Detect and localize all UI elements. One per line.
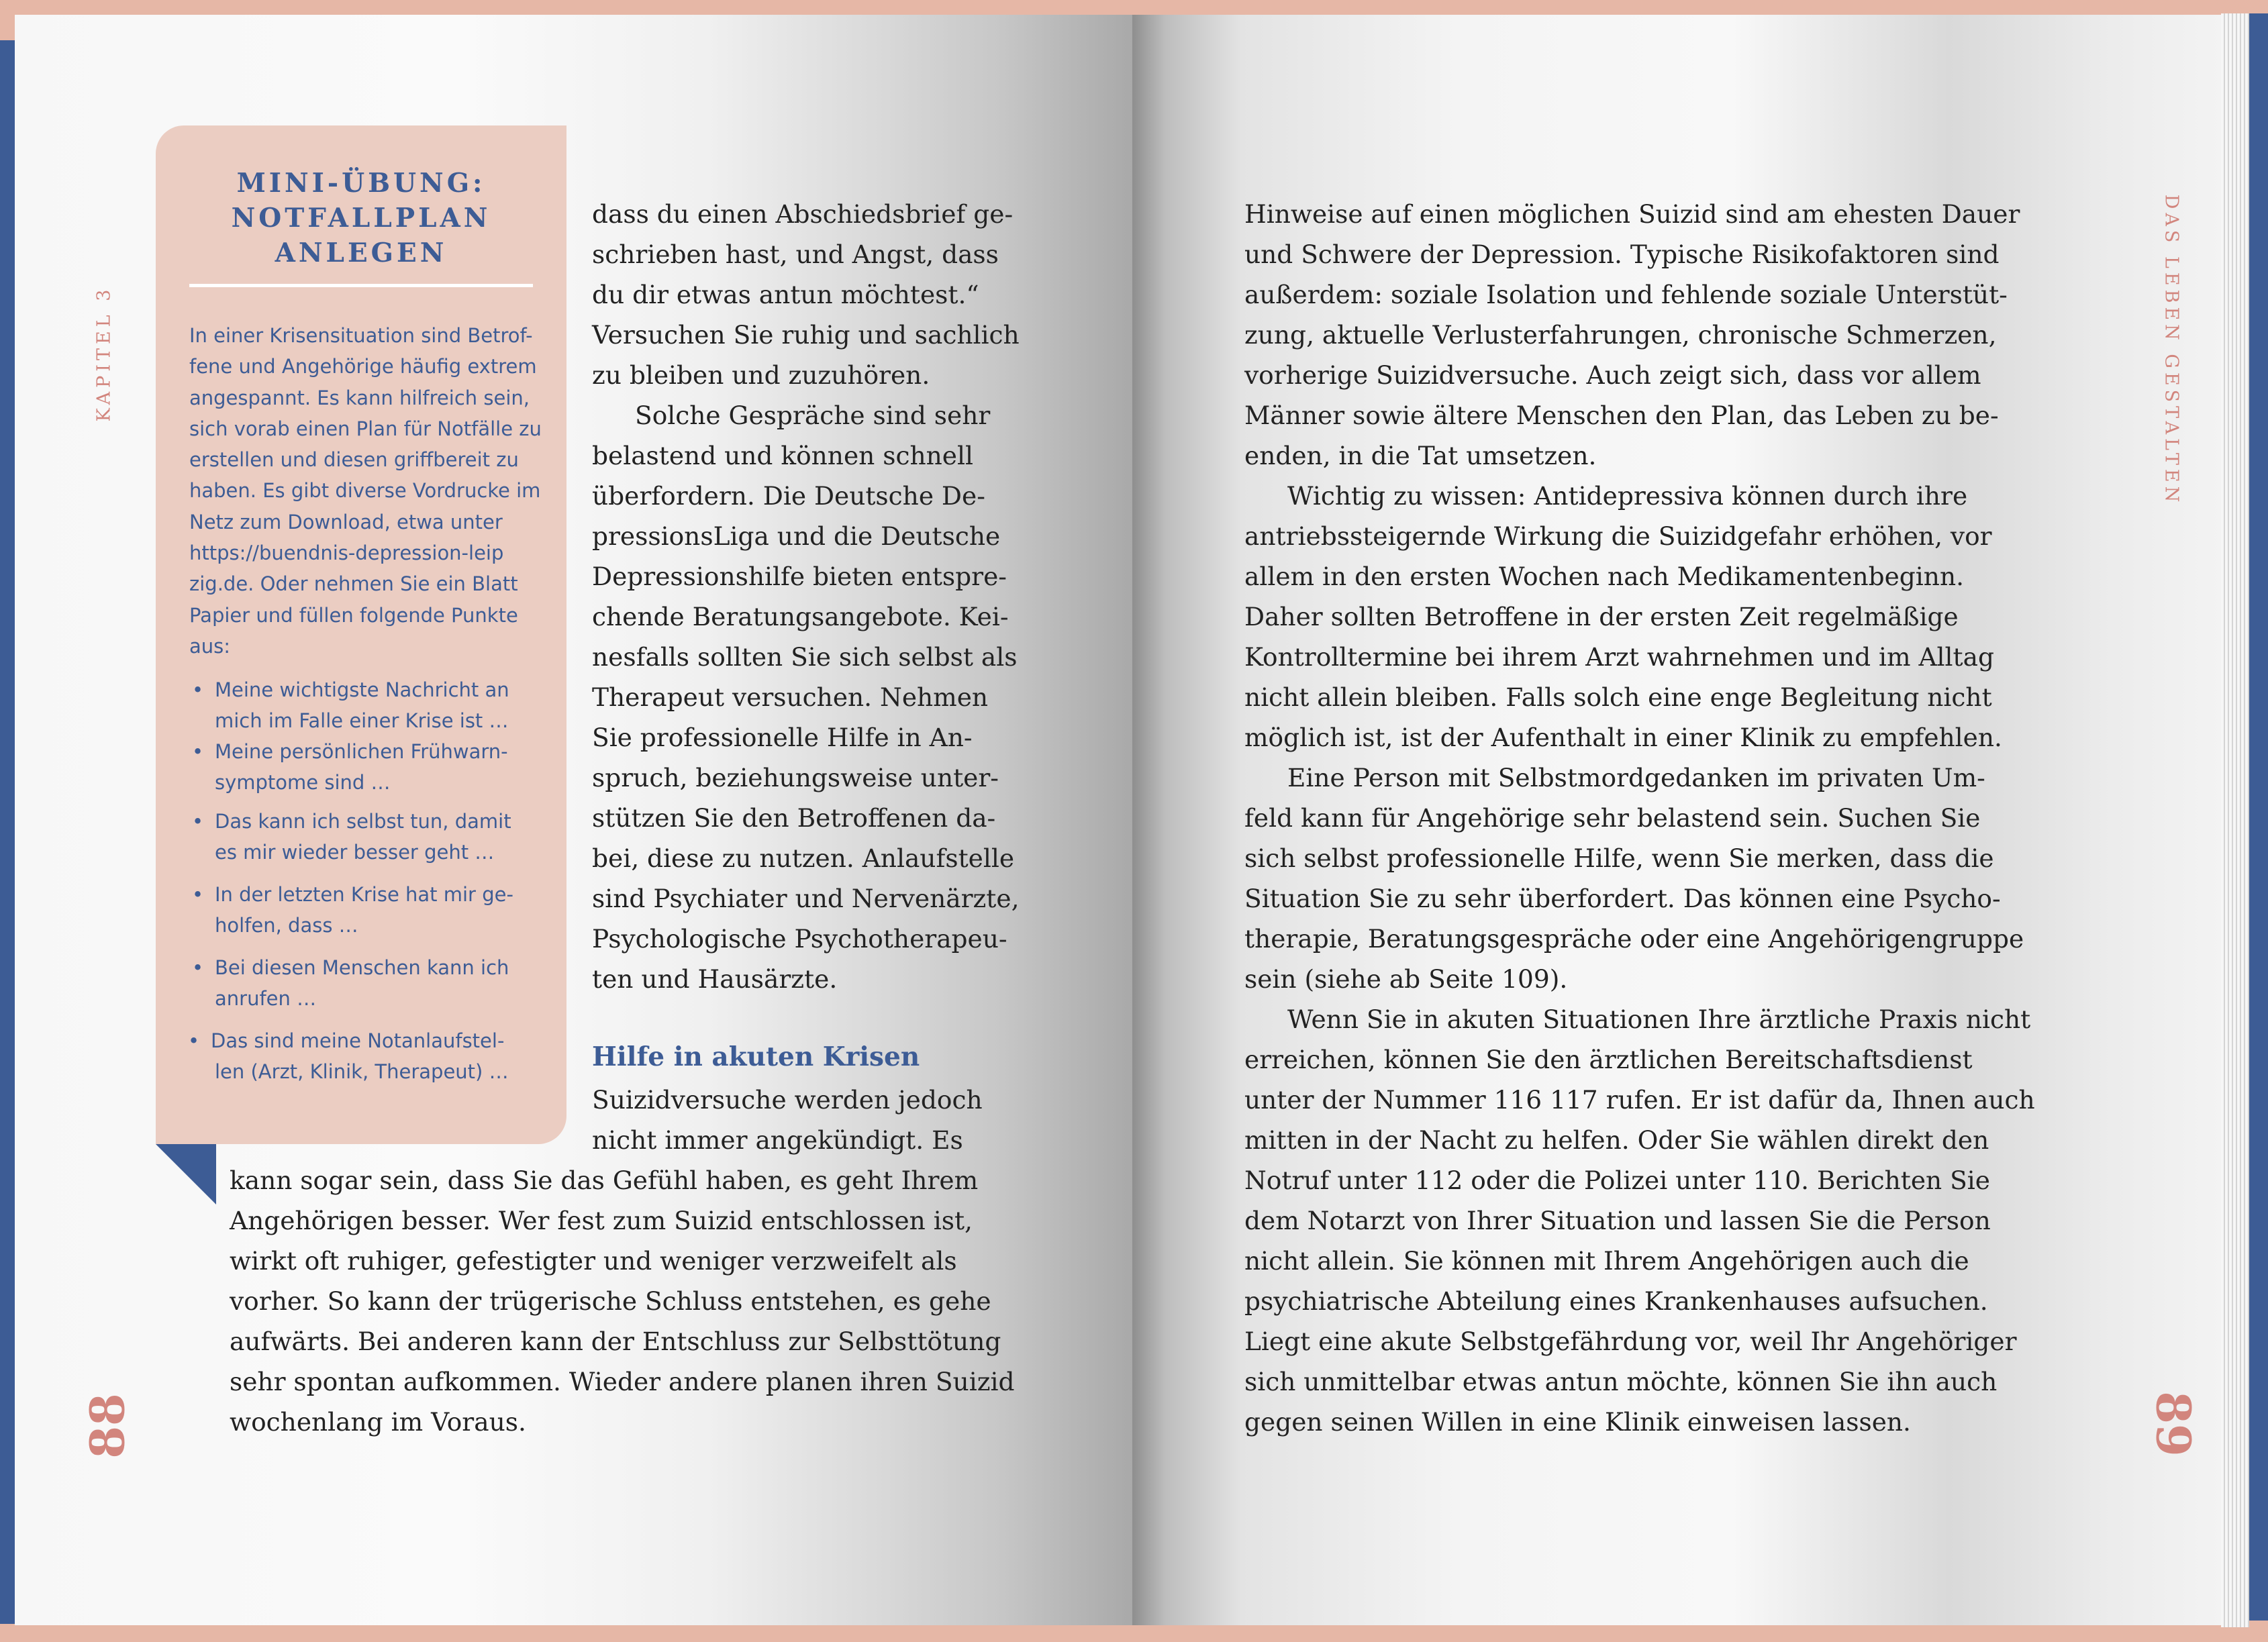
list-item-line: Das kann ich selbst tun, damit: [215, 810, 511, 833]
text-line: Daher sollten Betroffene in der ersten Zeit regelmäßige: [1244, 602, 1959, 631]
list-item: [189, 952, 509, 1014]
text-line: therapie, Beratungsgespräche oder eine Angehörigengruppe: [1244, 924, 2024, 954]
text-line: belastend und können schnell: [592, 441, 973, 470]
text-line: bei, diese zu nutzen. Anlaufstelle: [592, 843, 1015, 873]
text-line: Wichtig zu wissen: Antidepressiva können durch ihre: [1287, 481, 1968, 511]
crisis-section-text: [592, 1080, 983, 1160]
text-line: schrieben hast, und Angst, dass: [592, 240, 999, 269]
text-line: mitten in der Nacht zu helfen. Oder Sie wählen direkt den: [1244, 1125, 1989, 1155]
right-column-text: [1244, 194, 2035, 1442]
right-page: [1132, 15, 2221, 1625]
text-line: sich vorab einen Plan für Notfälle zu: [189, 417, 542, 440]
text-line: Hinweise auf einen möglichen Suizid sind am ehesten Dauer: [1244, 199, 2020, 229]
list-item-line: len (Arzt, Klinik, Therapeut) …: [215, 1060, 509, 1083]
text-line: Sie professionelle Hilfe in An-: [592, 723, 973, 752]
text-line: spruch, beziehungsweise unter-: [592, 763, 999, 792]
text-line: vorher. So kann der trügerische Schluss entstehen, es gehe: [230, 1286, 991, 1316]
list-item-line: Meine persönlichen Frühwarn-: [215, 740, 508, 763]
text-line: Depressionshilfe bieten entspre-: [592, 562, 1007, 591]
text-line: vorherige Suizidversuche. Auch zeigt sich, dass vor allem: [1244, 360, 1981, 390]
text-line: dass du einen Abschiedsbrief ge-: [592, 199, 1014, 229]
text-line: sein (siehe ab Seite 109).: [1244, 964, 1568, 994]
text-line: zig.de. Oder nehmen Sie ein Blatt: [189, 572, 518, 596]
text-line: aufwärts. Bei anderen kann der Entschluss zur Selbsttötung: [230, 1327, 1001, 1356]
text-line: Eine Person mit Selbstmordgedanken im privaten Um-: [1287, 763, 1985, 792]
book-cover-edge-right: [2249, 13, 2268, 1621]
mini-exercise-title: [189, 166, 533, 270]
text-line: nicht allein bleiben. Falls solch eine enge Begleitung nicht: [1244, 682, 1992, 712]
text-line: Kontrolltermine bei ihrem Arzt wahrnehmen und im Alltag: [1244, 642, 1994, 672]
list-item-line: Das sind meine Notanlaufstel-: [211, 1029, 505, 1052]
text-line: allem in den ersten Wochen nach Medikamentenbeginn.: [1244, 562, 1965, 591]
list-item-line: es mir wieder besser geht …: [215, 841, 495, 864]
bullet-icon: •: [192, 956, 204, 979]
page-number-right: 89: [2145, 1391, 2202, 1457]
text-line: Angehörigen besser. Wer fest zum Suizid entschlossen ist,: [230, 1206, 973, 1235]
text-line: feld kann für Angehörige sehr belastend sein. Suchen Sie: [1244, 803, 1981, 833]
text-line: erstellen und diesen griffbereit zu: [189, 448, 519, 472]
text-line: möglich ist, ist der Aufenthalt in einer Klinik zu empfehlen.: [1244, 723, 2002, 752]
text-line: zu bleiben und zuzuhören.: [592, 360, 930, 390]
text-line: nicht allein. Sie können mit Ihrem Angehörigen auch die: [1244, 1246, 1969, 1276]
text-line: und Schwere der Depression. Typische Risikofaktoren sind: [1244, 240, 2000, 269]
text-line: ten und Hausärzte.: [592, 964, 838, 994]
running-head-right: DAS LEBEN GESTALTEN: [2161, 194, 2182, 507]
text-line: Wenn Sie in akuten Situationen Ihre ärztliche Praxis nicht: [1287, 1005, 2031, 1034]
title-line: ANLEGEN: [275, 238, 448, 268]
left-column-text: [592, 194, 1020, 999]
page-number-left: 88: [79, 1393, 136, 1459]
list-item-line: Bei diesen Menschen kann ich: [215, 956, 509, 979]
text-line: sind Psychiater und Nervenärzte,: [592, 884, 1020, 913]
text-line: erreichen, können Sie den ärztlichen Bereitschaftsdienst: [1244, 1045, 1973, 1074]
text-line: Notruf unter 112 oder die Polizei unter 110. Berichten Sie: [1244, 1166, 1990, 1195]
list-item-line: anrufen …: [215, 987, 317, 1010]
bullet-icon: •: [192, 883, 204, 906]
text-line: Männer sowie ältere Menschen den Plan, das Leben zu be-: [1244, 401, 1999, 430]
text-line: überfordern. Die Deutsche De-: [592, 481, 985, 511]
text-line: außerdem: soziale Isolation und fehlende soziale Unterstüt-: [1244, 280, 2008, 309]
text-line: aus:: [189, 634, 231, 658]
text-line: In einer Krisensituation sind Betrof-: [189, 324, 533, 347]
text-line: sich unmittelbar etwas antun möchte, können Sie ihn auch: [1244, 1367, 1998, 1396]
text-line: Netz zum Download, etwa unter: [189, 510, 503, 533]
list-item: [189, 879, 513, 941]
text-line: Situation Sie zu sehr überfordert. Das können eine Psycho-: [1244, 884, 2001, 913]
text-line: du dir etwas antun möchtest.“: [592, 280, 979, 309]
list-item: [189, 736, 508, 798]
text-line: unter der Nummer 116 117 rufen. Er ist dafür da, Ihnen auch: [1244, 1085, 2035, 1115]
text-line: wochenlang im Voraus.: [230, 1407, 526, 1437]
text-line: fene und Angehörige häufig extrem: [189, 355, 537, 378]
text-line: Papier und füllen folgende Punkte: [189, 603, 518, 627]
page-stack-edge: [2221, 13, 2249, 1627]
text-line: zung, aktuelle Verlusterfahrungen, chronische Schmerzen,: [1244, 320, 1997, 350]
section-heading: Hilfe in akuten Krisen: [592, 1041, 920, 1072]
text-line: haben. Es gibt diverse Vordrucke im: [189, 479, 541, 503]
title-line: NOTFALLPLAN: [231, 203, 491, 234]
list-item-line: holfen, dass …: [215, 914, 358, 937]
title-divider: [189, 284, 533, 287]
bullet-icon: •: [192, 740, 204, 763]
list-item: [189, 674, 509, 736]
text-line: stützen Sie den Betroffenen da-: [592, 803, 996, 833]
running-head-left: KAPITEL 3: [93, 285, 115, 422]
text-line: wirkt oft ruhiger, gefestigter und weniger verzweifelt als: [230, 1246, 957, 1276]
text-line: antriebssteigernde Wirkung die Suizidgefahr erhöhen, vor: [1244, 521, 1992, 551]
mini-exercise-box: [156, 125, 566, 1144]
list-item-line: Meine wichtigste Nachricht an: [215, 678, 509, 701]
text-line: sehr spontan aufkommen. Wieder andere planen ihren Suizid: [230, 1367, 1015, 1396]
text-line: angespannt. Es kann hilfreich sein,: [189, 386, 530, 409]
text-line: Versuchen Sie ruhig und sachlich: [592, 320, 1020, 350]
mini-exercise-intro: [189, 320, 542, 662]
title-line: MINI-ÜBUNG:: [236, 168, 486, 199]
bullet-icon: •: [192, 678, 204, 701]
text-line: kann sogar sein, dass Sie das Gefühl haben, es geht Ihrem: [230, 1166, 979, 1195]
text-line: Suizidversuche werden jedoch: [592, 1085, 983, 1115]
list-item: [189, 806, 511, 868]
text-line: pressionsLiga und die Deutsche: [592, 521, 1001, 551]
link-text-line[interactable]: https://buendnis-depression-leip: [189, 542, 504, 565]
sidebar-corner-tab: [156, 1144, 216, 1204]
crisis-section-text-wide: [230, 1160, 1014, 1442]
text-line: gegen seinen Willen in eine Klinik einweisen lassen.: [1244, 1407, 1911, 1437]
text-line: nesfalls sollten Sie sich selbst als: [592, 642, 1018, 672]
bullet-icon: •: [192, 810, 204, 833]
text-line: chende Beratungsangebote. Kei-: [592, 602, 1009, 631]
list-item: [185, 1025, 509, 1087]
left-page: [15, 15, 1132, 1625]
list-item-line: symptome sind …: [215, 771, 391, 794]
text-line: dem Notarzt von Ihrer Situation und lassen Sie die Person: [1244, 1206, 1991, 1235]
text-line: sich selbst professionelle Hilfe, wenn Sie merken, dass die: [1244, 843, 1994, 873]
text-line: psychiatrische Abteilung eines Krankenhauses aufsuchen.: [1244, 1286, 1988, 1316]
text-line: Solche Gespräche sind sehr: [635, 401, 991, 430]
list-item-line: mich im Falle einer Krise ist …: [215, 709, 509, 732]
text-line: Therapeut versuchen. Nehmen: [592, 682, 989, 712]
list-item-line: In der letzten Krise hat mir ge-: [215, 883, 513, 906]
text-line: enden, in die Tat umsetzen.: [1244, 441, 1597, 470]
bullet-icon: •: [188, 1029, 200, 1052]
text-line: nicht immer angekündigt. Es: [592, 1125, 963, 1155]
text-line: Liegt eine akute Selbstgefährdung vor, weil Ihr Angehöriger: [1244, 1327, 2017, 1356]
text-line: Psychologische Psychotherapeu-: [592, 924, 1007, 954]
